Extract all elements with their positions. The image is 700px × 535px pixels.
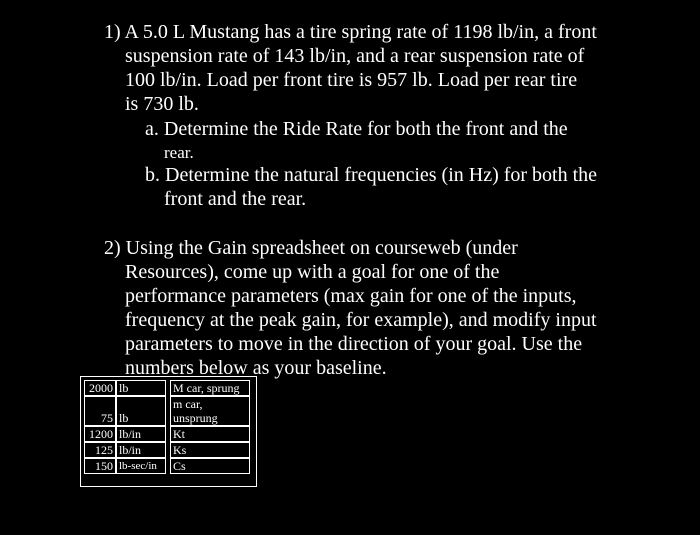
question-1 (104, 20, 597, 116)
table-row (84, 426, 250, 442)
table-cell-value: 125 (84, 442, 116, 458)
baseline-table (80, 376, 257, 487)
q2-line-5: parameters to move in the direction of your goal. Use the (125, 333, 583, 355)
q1a-line-2: rear. (164, 143, 194, 162)
table-cell-desc: Ks (170, 442, 250, 458)
table-cell-value: 1200 (84, 426, 116, 442)
table-cell-unit: lb (116, 380, 166, 396)
table-cell-unit: lb/in (116, 426, 166, 442)
table-cell-unit: lb (116, 396, 166, 426)
question-2 (104, 236, 597, 380)
q1-line-4: is 730 lb. (125, 93, 199, 115)
table-row (84, 442, 250, 458)
table-row (84, 380, 250, 396)
table-row (84, 458, 250, 474)
q1b-line-1: b. Determine the natural frequencies (in Hz) for both the (145, 164, 598, 186)
question-1-part-a (145, 117, 568, 165)
q2-line-6: numbers below as your baseline. (125, 357, 387, 379)
q1-line-1: 1) A 5.0 L Mustang has a tire spring rate of 1198 lb/in, a front (104, 21, 597, 43)
q2-line-4: frequency at the peak gain, for example), and modify input (125, 309, 597, 331)
table-row (84, 396, 250, 426)
table-cell-value: 75 (84, 396, 116, 426)
baseline-table-grid (84, 380, 250, 474)
q1-line-3: 100 lb/in. Load per front tire is 957 lb. Load per rear tire (125, 69, 578, 91)
q2-line-1: 2) Using the Gain spreadsheet on courseweb (under (104, 237, 518, 259)
table-cell-unit: lb/in (116, 442, 166, 458)
table-cell-desc: Cs (170, 458, 250, 474)
table-cell-desc: M car, sprung (170, 380, 250, 396)
table-cell-unit: lb-sec/in (116, 458, 166, 474)
q1b-line-2: front and the rear. (164, 188, 307, 210)
q1a-line-1: a. Determine the Ride Rate for both the front and the (145, 118, 568, 140)
table-cell-desc: Kt (170, 426, 250, 442)
question-1-part-b (145, 163, 597, 211)
table-cell-desc: m car, unsprung (170, 396, 250, 426)
q1-line-2: suspension rate of 143 lb/in, and a rear suspension rate of (125, 45, 585, 67)
table-cell-value: 2000 (84, 380, 116, 396)
q2-line-2: Resources), come up with a goal for one of the (125, 261, 500, 283)
table-cell-value: 150 (84, 458, 116, 474)
q2-line-3: performance parameters (max gain for one of the inputs, (125, 285, 577, 307)
